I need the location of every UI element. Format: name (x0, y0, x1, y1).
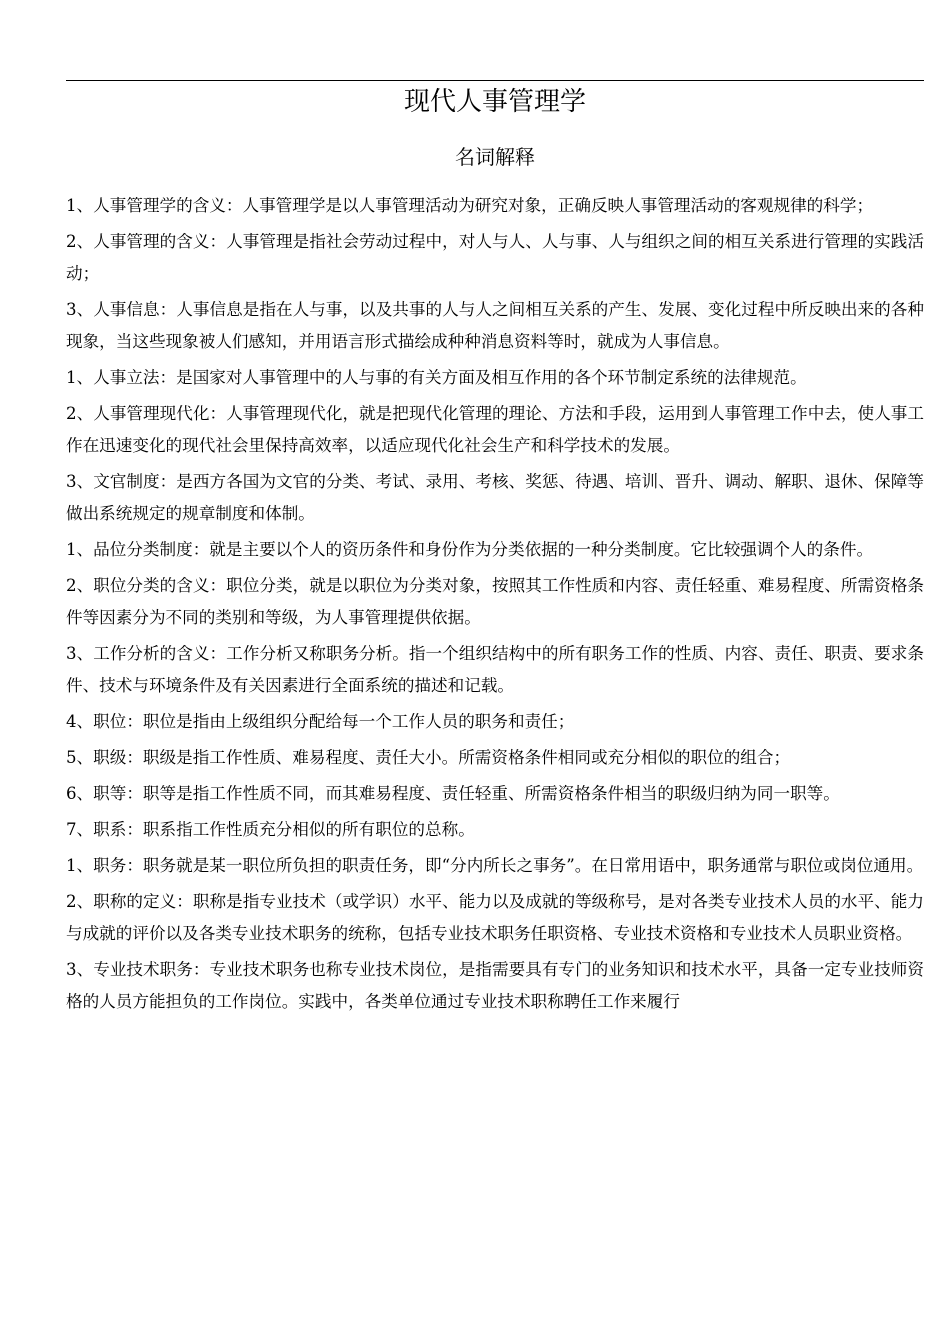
definition-paragraph: 1、品位分类制度：就是主要以个人的资历条件和身份作为分类依据的一种分类制度。它比较强调个人的条件。 (66, 540, 874, 559)
section-title: 名词解释 (455, 145, 535, 169)
definition-paragraph: 1、职务：职务就是某一职位所负担的职责任务，即“分内所长之事务”。在日常用语中，职务通常与职位或岗位通用。 (66, 856, 924, 875)
definition-paragraph: 3、专业技术职务：专业技术职务也称专业技术岗位，是指需要具有专门的业务知识和技术水平，具备一定专业技师资格的人员方能担负的工作岗位。实践中，各类单位通过专业技术职称聘任工作来履行 (66, 960, 924, 1011)
definition-paragraph: 3、工作分析的含义：工作分析又称职务分析。指一个组织结构中的所有职务工作的性质、内容、责任、职责、要求条件、技术与环境条件及有关因素进行全面系统的描述和记载。 (66, 644, 924, 695)
header-rule (66, 80, 924, 81)
definition-paragraph: 2、职位分类的含义：职位分类，就是以职位为分类对象，按照其工作性质和内容、责任轻重、难易程度、所需资格条件等因素分为不同的类别和等级，为人事管理提供依据。 (66, 576, 924, 627)
definition-paragraph: 6、职等：职等是指工作性质不同，而其难易程度、责任轻重、所需资格条件相当的职级归纳为同一职等。 (66, 784, 840, 803)
document-title: 现代人事管理学 (403, 87, 586, 117)
definition-paragraph: 4、职位：职位是指由上级组织分配给每一个工作人员的职务和责任； (66, 712, 575, 731)
definition-paragraph: 3、文官制度：是西方各国为文官的分类、考试、录用、考核、奖惩、待遇、培训、晋升、调动、解职、退休、保障等做出系统规定的规章制度和体制。 (66, 472, 924, 523)
definition-paragraph: 1、人事管理学的含义：人事管理学是以人事管理活动为研究对象，正确反映人事管理活动的客观规律的科学； (66, 196, 874, 215)
definition-paragraph: 5、职级：职级是指工作性质、难易程度、责任大小。所需资格条件相同或充分相似的职位的组合； (66, 748, 791, 767)
definition-paragraph: 2、人事管理的含义：人事管理是指社会劳动过程中，对人与人、人与事、人与组织之间的相互关系进行管理的实践活动； (66, 232, 924, 283)
document-body (66, 190, 924, 1022)
definition-paragraph: 1、人事立法：是国家对人事管理中的人与事的有关方面及相互作用的各个环节制定系统的法律规范。 (66, 368, 807, 387)
definition-paragraph: 7、职系：职系指工作性质充分相似的所有职位的总称。 (66, 820, 475, 839)
definition-paragraph: 2、人事管理现代化：人事管理现代化，就是把现代化管理的理论、方法和手段，运用到人事管理工作中去，使人事工作在迅速变化的现代社会里保持高效率，以适应现代化社会生产和科学技术的发展。 (66, 404, 924, 455)
definition-paragraph: 2、职称的定义：职称是指专业技术（或学识）水平、能力以及成就的等级称号，是对各类专业技术人员的水平、能力与成就的评价以及各类专业技术职务的统称，包括专业技术职务任职资格、专业技术资格和专业技术人员职业资格。 (66, 892, 924, 943)
definition-paragraph: 3、人事信息：人事信息是指在人与事，以及共事的人与人之间相互关系的产生、发展、变化过程中所反映出来的各种现象，当这些现象被人们感知，并用语言形式描绘成种种消息资料等时，就成为人事信息。 (66, 300, 924, 351)
